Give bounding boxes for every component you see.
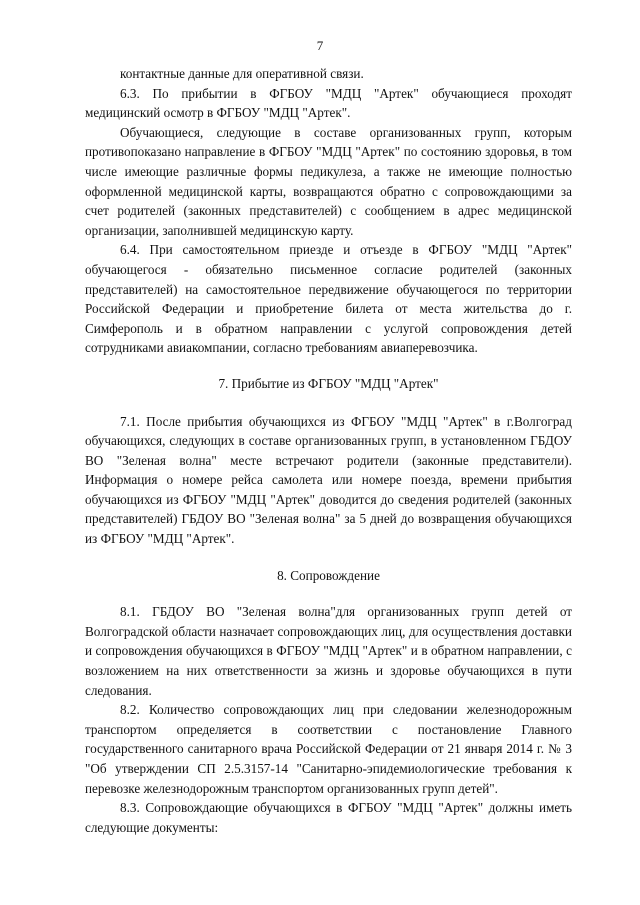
heading-section-8: 8. Сопровождение xyxy=(277,567,380,583)
paragraph-return-students: Обучающиеся, следующие в составе организованных групп, которым противопоказано направление в ФГБОУ "МДЦ "Артек" по состоянию здоровья, в том числе имеющие различные формы педикулеза, а также не имеющие полностью оформленной медицинской карты, возвращаются обратно с сопровождающими за счет родителей (законных представителей) с сообщением в адрес медицинской организации, заполнившей медицинскую карту. xyxy=(85,124,572,238)
document-body xyxy=(85,64,572,837)
paragraph-6-4: 6.4. При самостоятельном приезде и отъезде в ФГБОУ "МДЦ "Артек" обучающегося - обязательно письменное согласие родителей (законных представителей) на самостоятельное передвижение обучающегося по территории Российской Федерации и приобретение билета от места жительства до г. Симферополь и в обратном направлении с услугой сопровождения детей сотрудниками авиакомпании, согласно требованиям авиаперевозчика. xyxy=(85,242,572,356)
paragraph-contact-data: контактные данные для оперативной связи. xyxy=(120,66,364,81)
paragraph-6-3: 6.3. По прибытии в ФГБОУ "МДЦ "Артек" обучающиеся проходят медицинский осмотр в ФГБОУ "МДЦ "Артек". xyxy=(85,85,572,121)
page-number: 7 xyxy=(316,38,324,53)
paragraph-8-1: 8.1. ГБДОУ ВО "Зеленая волна"для организованных групп детей от Волгоградской области назначает сопровождающих лиц, для осуществления доставки и сопровождения обучающихся в ФГБОУ "МДЦ "Артек" и в обратном направлении, с возложением на них ответственности за жизнь и здоровье обучающихся в пути следования. xyxy=(85,604,572,698)
paragraph-8-2: 8.2. Количество сопровождающих лиц при следовании железнодорожным транспортом определяется в соответствии с постановление Главного государственного санитарного врача Российской Федерации от 21 января 2014 г. № 3 "Об утверждении СП 2.5.3157-14 "Санитарно-эпидемиологические требования к перевозке железнодорожным транспортом организованных групп детей". xyxy=(85,702,572,796)
paragraph-7-1: 7.1. После прибытия обучающихся из ФГБОУ "МДЦ "Артек" в г.Волгоград обучающихся, следующих в составе организованных групп, в установленном ГБДОУ ВО "Зеленая волна" месте встречают родители (законные представители). Информация о номере рейса самолета или номере поезда, времени прибытия обучающихся из ФГБОУ "МДЦ "Артек" доводится до сведения родителей (законных представителей) ГБДОУ ВО "Зеленая волна" за 5 дней до возвращения обучающихся из ФГБОУ "МДЦ "Артек". xyxy=(85,413,572,547)
paragraph-8-3: 8.3. Сопровождающие обучающихся в ФГБОУ "МДЦ "Артек" должны иметь следующие документы: xyxy=(85,800,572,835)
heading-section-7: 7. Прибытие из ФГБОУ "МДЦ "Артек" xyxy=(218,375,439,391)
